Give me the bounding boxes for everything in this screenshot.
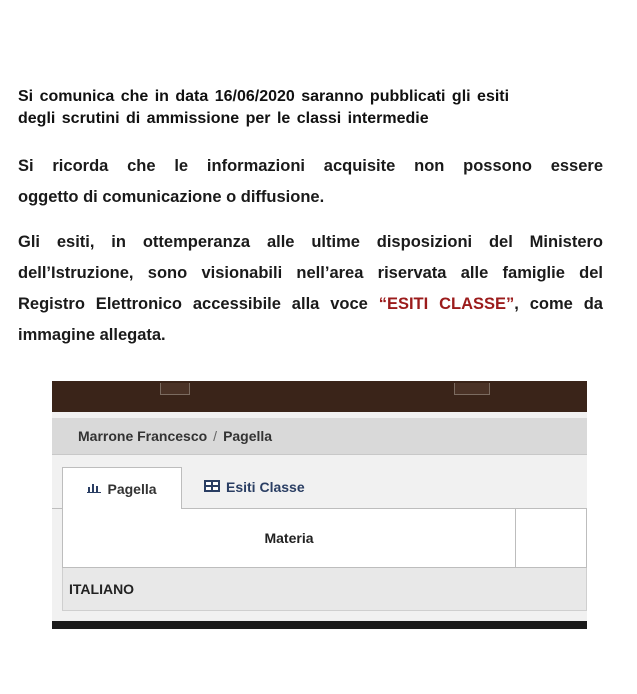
top-navigation-bar: [52, 381, 587, 412]
tab-pagella[interactable]: [62, 467, 182, 510]
tab-esiti-classe[interactable]: [204, 467, 305, 507]
tab-bar: [52, 467, 587, 509]
reminder-paragraph: [18, 151, 603, 213]
bar-chart-icon: [87, 481, 101, 496]
column-header-materia: Materia: [63, 509, 516, 567]
table-row[interactable]: [62, 568, 587, 611]
breadcrumb-section: Pagella: [223, 428, 273, 444]
results-line-2: dell’Istruzione, sono visionabili nell’area riservata alle famiglie del: [18, 264, 603, 282]
calendar-icon[interactable]: [454, 383, 490, 395]
esiti-classe-highlight: “ESITI CLASSE”: [378, 295, 515, 313]
reminder-line-1: Si ricorda che le informazioni acquisite non possono essere: [18, 157, 603, 175]
grades-table: [62, 509, 587, 611]
results-paragraph: [18, 227, 603, 351]
nav-icon[interactable]: [160, 383, 190, 395]
results-line-1: Gli esiti, in ottemperanza alle ultime disposizioni del Ministero: [18, 233, 603, 251]
results-line-4: immagine allegata.: [18, 326, 166, 344]
table-header: [62, 509, 587, 568]
subject-cell: ITALIANO: [69, 581, 135, 597]
notice-text: [18, 86, 603, 365]
announcement-paragraph: [18, 86, 603, 130]
bottom-bar: [52, 621, 587, 629]
breadcrumb: [52, 418, 587, 455]
table-icon: [204, 480, 220, 495]
tab-esiti-classe-label: Esiti Classe: [226, 479, 305, 495]
results-line-3: Registro Elettronico accessibile alla voce “ESITI CLASSE”, come da: [18, 295, 603, 313]
announcement-line-2: degli scrutini di ammissione per le classi intermedie: [18, 110, 429, 127]
breadcrumb-separator: /: [213, 428, 218, 444]
announcement-line-1: Si comunica che in data 16/06/2020 saranno pubblicati gli esiti: [18, 88, 510, 105]
reminder-line-2: oggetto di comunicazione o diffusione.: [18, 188, 325, 206]
tab-pagella-label: Pagella: [107, 480, 157, 497]
registro-screenshot: [52, 381, 587, 629]
breadcrumb-student[interactable]: Marrone Francesco: [78, 428, 208, 444]
